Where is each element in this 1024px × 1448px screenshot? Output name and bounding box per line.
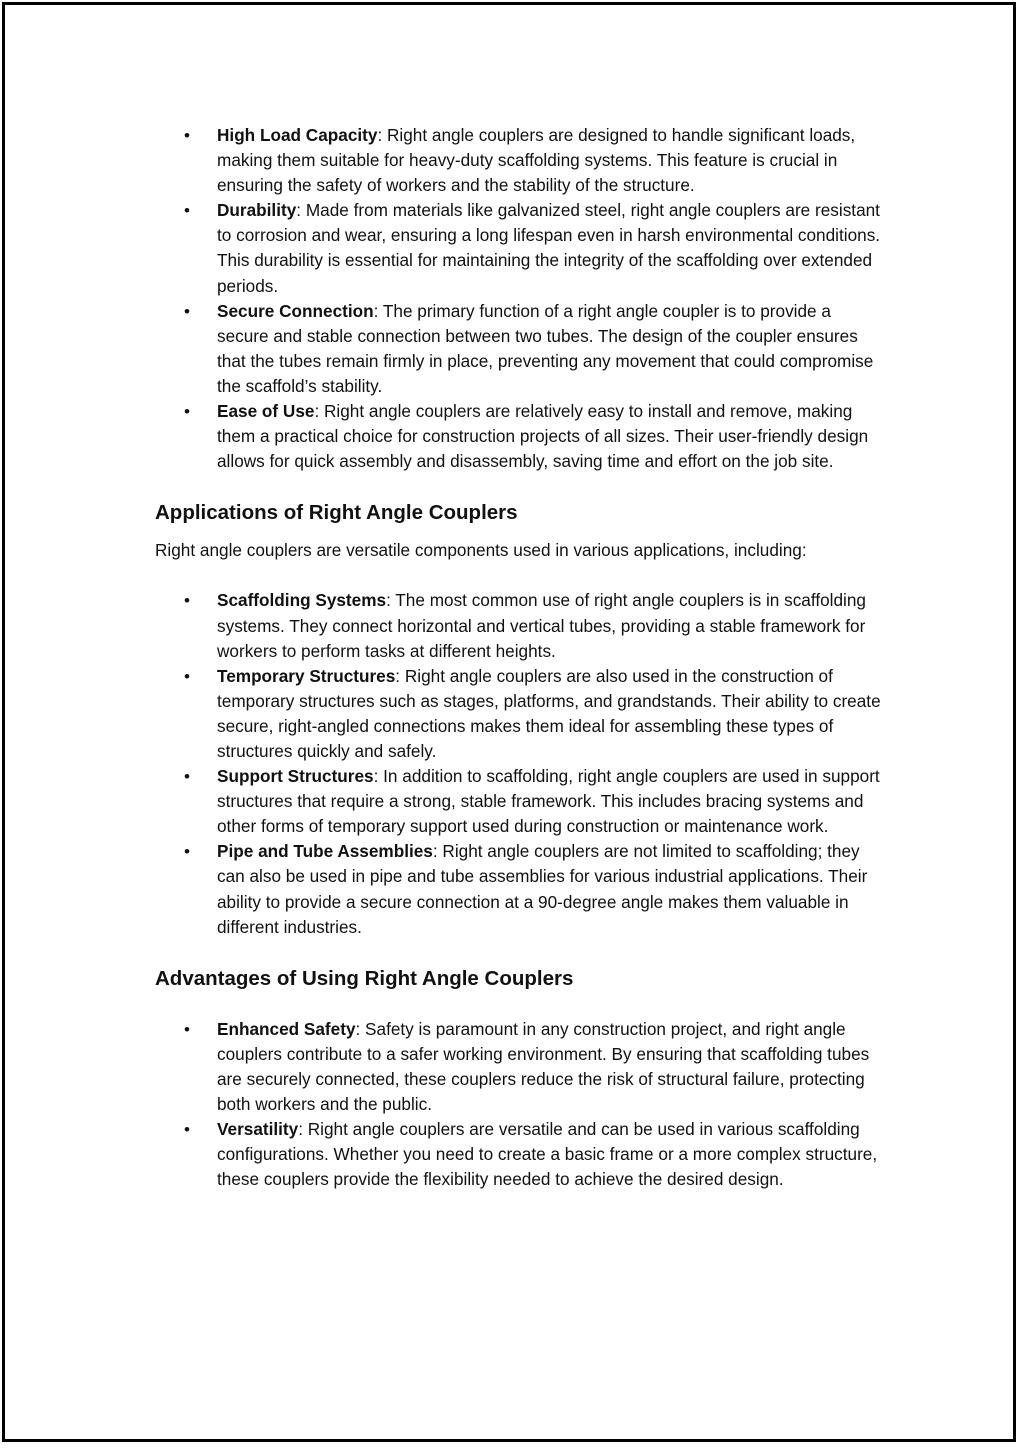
list-item bbox=[155, 664, 885, 764]
features-list bbox=[155, 123, 885, 474]
list-item-term: Pipe and Tube Assemblies bbox=[217, 841, 433, 862]
section-intro: Right angle couplers are versatile components used in various applications, including: bbox=[155, 540, 807, 561]
list-item-text: : The most common use of right angle couplers is in scaffolding systems. They connect horizontal and vertical tubes, providing a stable framework for workers to perform tasks at different heights. bbox=[217, 590, 866, 661]
list-item-term: Enhanced Safety bbox=[217, 1018, 356, 1039]
document-body bbox=[155, 123, 885, 1192]
list-item-term: Ease of Use bbox=[217, 401, 315, 422]
list-item bbox=[155, 764, 885, 839]
list-item-term: Support Structures bbox=[217, 766, 374, 787]
list-item-text: : Right angle couplers are also used in the construction of temporary structures such as stages, platforms, and grandstands. Their ability to create secure, right-angled connections makes them ideal for assembling these types of structures quickly and safely. bbox=[217, 665, 881, 761]
list-item-text: : Right angle couplers are designed to handle significant loads, making them suitable for heavy-duty scaffolding systems. This feature is crucial in ensuring the safety of workers and the stability of the structure. bbox=[217, 125, 856, 196]
list-item bbox=[155, 839, 885, 939]
list-item bbox=[155, 588, 885, 663]
list-item bbox=[155, 123, 885, 198]
list-item bbox=[155, 1017, 885, 1117]
section-heading-applications: Applications of Right Angle Couplers bbox=[155, 501, 518, 525]
list-item bbox=[155, 399, 885, 474]
applications-list bbox=[155, 588, 885, 939]
list-item-term: High Load Capacity bbox=[217, 125, 378, 145]
list-item-text: : Made from materials like galvanized steel, right angle couplers are resistant to corrosion and wear, ensuring a long lifespan even in harsh environmental conditions. This durability is essential for maintaining the integrity of the scaffolding over extended periods. bbox=[217, 200, 881, 296]
list-item-term: Temporary Structures bbox=[217, 665, 396, 686]
list-item-text: : Safety is paramount in any construction project, and right angle couplers contribute to a safer working environment. By ensuring that scaffolding tubes are securely connected, these couplers reduce the risk of structural failure, protecting both workers and the public. bbox=[217, 1018, 870, 1114]
list-item-text: : Right angle couplers are relatively easy to install and remove, making them a practical choice for construction projects of all sizes. Their user-friendly design allows for quick assembly and disassembly, saving time and effort on the job site. bbox=[217, 401, 869, 472]
list-item bbox=[155, 198, 885, 298]
list-item-text: : The primary function of a right angle coupler is to provide a secure and stable connection between two tubes. The design of the coupler ensures that the tubes remain firmly in place, preventing any movement that could compromise the scaffold’s stability. bbox=[217, 300, 874, 396]
list-item bbox=[155, 1117, 885, 1192]
section-heading-advantages: Advantages of Using Right Angle Couplers bbox=[155, 966, 574, 990]
list-item-term: Versatility bbox=[217, 1119, 299, 1140]
list-item-term: Secure Connection bbox=[217, 300, 374, 321]
list-item bbox=[155, 299, 885, 399]
advantages-list bbox=[155, 1017, 885, 1193]
list-item-text: : Right angle couplers are versatile and can be used in various scaffolding configurations. Whether you need to create a basic frame or a more complex structure, these couplers provide the flexibility needed to achieve the desired design. bbox=[217, 1119, 878, 1190]
list-item-term: Durability bbox=[217, 200, 297, 221]
list-item-term: Scaffolding Systems bbox=[217, 590, 387, 611]
list-item-text: : In addition to scaffolding, right angle couplers are used in support structures that require a strong, stable framework. This includes bracing systems and other forms of temporary support used during construction or maintenance work. bbox=[217, 766, 880, 837]
list-item-text: : Right angle couplers are not limited to scaffolding; they can also be used in pipe and tube assemblies for various industrial applications. Their ability to provide a secure connection at a 90-degree angle makes them valuable in different industries. bbox=[217, 841, 868, 937]
